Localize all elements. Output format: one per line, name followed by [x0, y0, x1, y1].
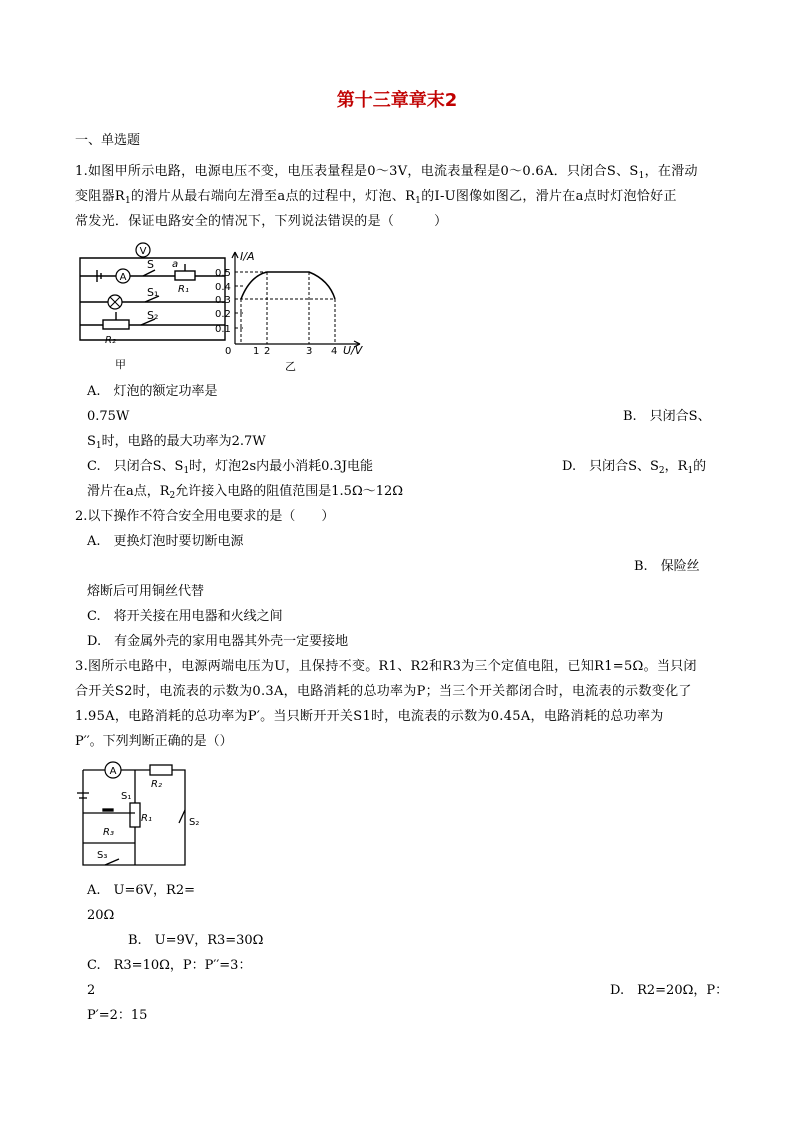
q3-option-d[interactable]: D. R2=20Ω，P：: [610, 983, 729, 998]
x-tick: 2: [264, 346, 271, 357]
q1-option-d-cont: 滑片在a点，$R_2$允许接入电路的阻值范围是1.5Ω～12Ω: [87, 484, 404, 501]
ammeter-icon: A: [119, 272, 127, 283]
q3-option-a-cont: 20Ω: [87, 908, 115, 923]
svg-text:S₁: S₁: [121, 791, 132, 802]
q3-circuit-figure: [75, 755, 215, 873]
svg-text:R₁: R₁: [178, 284, 189, 295]
q2-option-b[interactable]: B. 保险丝: [634, 559, 700, 574]
x-tick: 1: [253, 346, 260, 357]
figure-label-yi: 乙: [285, 360, 296, 373]
q1-figure: [75, 240, 375, 375]
q1-stem-line1: 1.如图甲所示电路，电源电压不变，电压表量程是0～3V，电流表量程是0～0.6A．只闭合S、$S_1$，在滑动: [75, 164, 698, 181]
voltmeter-icon: V: [139, 246, 147, 257]
figure-label-jia: 甲: [115, 358, 126, 371]
q1-stem-line2: 变阻器$R_1$的滑片从最右端向左滑至a点的过程中，灯泡、$R_1$的I-U图像如图乙，滑片在a点时灯泡恰好正: [75, 189, 677, 206]
q2-stem: 2.以下操作不符合安全用电要求的是（ ）: [75, 509, 335, 524]
svg-text:R₁: R₁: [141, 813, 152, 824]
y-tick: 0.4: [215, 282, 231, 293]
x-axis-label: U/V: [343, 344, 363, 357]
q3-option-d-cont: P′=2：15: [87, 1008, 148, 1023]
ammeter-icon: A: [109, 766, 117, 777]
svg-text:S₁: S₁: [147, 286, 159, 299]
svg-text:a: a: [172, 259, 179, 270]
svg-text:S₂: S₂: [147, 309, 159, 322]
q2-option-d[interactable]: D. 有金属外壳的家用电器其外壳一定要接地: [87, 634, 349, 649]
svg-text:R₂: R₂: [151, 779, 162, 790]
q3-stem-line1: 3.图所示电路中，电源两端电压为U，且保持不变。R1、R2和R3为三个定值电阻，已知R1=5Ω。当只闭: [75, 659, 697, 674]
page-title: 第十三章章末2: [336, 90, 458, 111]
section-heading: 一、单选题: [75, 133, 141, 148]
q3-stem-line2: 合开关S2时，电流表的示数为0.3A，电路消耗的总功率为P；当三个开关都闭合时，电流表的示数变化了: [75, 684, 692, 699]
svg-text:R₂: R₂: [105, 335, 116, 346]
q2-option-c[interactable]: C. 将开关接在用电器和火线之间: [87, 609, 283, 624]
svg-text:S: S: [147, 258, 154, 271]
y-tick: 0.1: [215, 324, 231, 335]
q3-stem-line4: P′′。下列判断正确的是（）: [75, 734, 233, 749]
q1-option-a[interactable]: A. 灯泡的额定功率是: [87, 384, 218, 399]
y-tick: 0.5: [215, 268, 231, 279]
q2-option-b-cont: 熔断后可用铜丝代替: [87, 584, 205, 599]
q1-option-b[interactable]: B. 只闭合S、: [623, 409, 711, 424]
q1-option-a-cont: 0.75W: [87, 409, 130, 424]
q1-stem-line3: 常发光．保证电路安全的情况下，下列说法错误的是（ ）: [75, 214, 448, 229]
q3-stem-line3: 1.95A，电路消耗的总功率为P′。当只断开开关S1时，电流表的示数为0.45A，电路消耗的总功率为: [75, 709, 664, 724]
x-tick: 4: [331, 346, 338, 357]
q1-option-c[interactable]: C. 只闭合S、$S_1$时，灯泡2s内最小消耗0.3J电能: [87, 459, 374, 476]
q2-option-a[interactable]: A. 更换灯泡时要切断电源: [87, 534, 244, 549]
q1-option-d[interactable]: D. 只闭合S、$S_2$，$R_1$的: [562, 459, 707, 476]
q1-option-b-cont: $S_1$时，电路的最大功率为2.7W: [87, 434, 266, 451]
y-axis-label: I/A: [240, 250, 255, 263]
q3-option-c[interactable]: C. R3=10Ω，P：P′′=3：: [87, 958, 252, 973]
q3-option-a[interactable]: A. U=6V，R2=: [87, 883, 195, 898]
svg-text:S₂: S₂: [189, 817, 200, 828]
y-tick: 0.3: [215, 295, 231, 306]
svg-text:S₃: S₃: [97, 850, 108, 861]
q3-option-c-cont: 2: [87, 983, 96, 998]
svg-text:R₃: R₃: [103, 827, 114, 838]
x-tick: 3: [306, 346, 313, 357]
x-tick: 0: [225, 346, 232, 357]
q3-option-b[interactable]: B. U=9V，R3=30Ω: [128, 933, 264, 948]
y-tick: 0.2: [215, 309, 231, 320]
